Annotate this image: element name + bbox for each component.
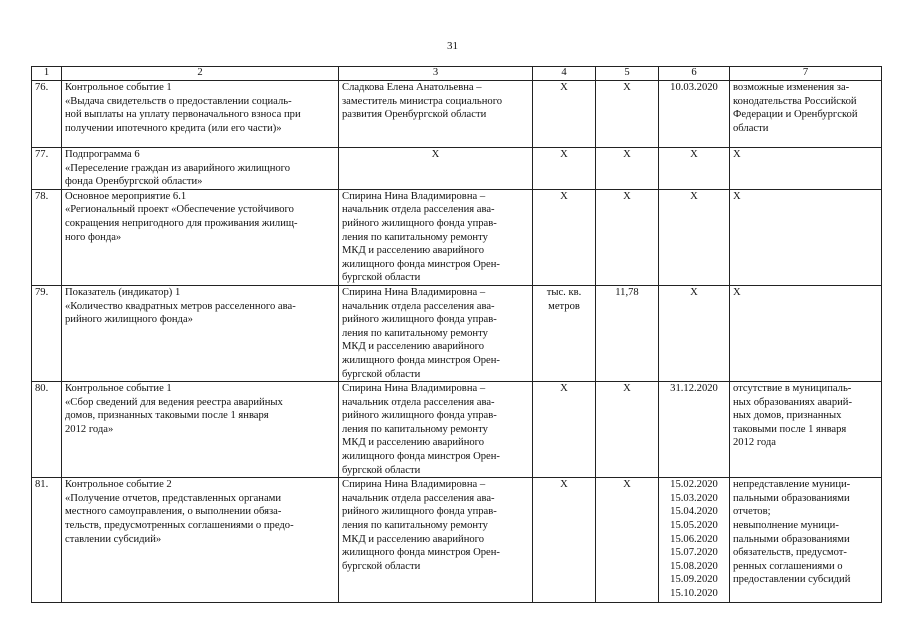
cell-line: фонда Оренбургской области»	[65, 176, 203, 188]
cell-line: начальник отдела расселения ава-	[342, 300, 495, 312]
column-number: 6	[659, 67, 730, 81]
cell-line: ления по капитальному ремонту	[342, 231, 488, 243]
cell-text: 80.	[35, 383, 49, 395]
cell-line: ной выплаты на уплату первоначального взноса при	[65, 109, 301, 121]
cell-line: предоставлении субсидий	[733, 574, 851, 586]
cell-line: жилищного фонда минстроя Орен-	[342, 354, 500, 366]
event-name-cell	[62, 285, 339, 381]
cell-line: МКД и расселению аварийного	[342, 341, 485, 353]
date-cell	[659, 148, 730, 190]
unit-cell	[533, 148, 596, 190]
cell-line: невыполнение муници-	[733, 520, 839, 532]
cell-line: Сладкова Елена Анатольевна –	[342, 82, 482, 93]
note-cell	[730, 478, 882, 603]
cell-text: 77.	[35, 149, 49, 160]
cell-line: Х	[690, 190, 698, 202]
note-cell	[730, 148, 882, 190]
table-row	[32, 148, 882, 190]
cell-line: бургской области	[342, 464, 421, 476]
cell-text: Х	[623, 479, 631, 491]
cell-line: 31.12.2020	[670, 383, 718, 395]
unit-cell	[533, 478, 596, 603]
column-number-row	[32, 67, 882, 81]
cell-text: Х	[560, 190, 568, 202]
cell-line: ных домов, признанных	[733, 410, 842, 422]
cell-line: начальник отдела расселения ава-	[342, 396, 495, 408]
cell-text: Х	[623, 383, 631, 395]
cell-line: 15.02.2020	[670, 479, 718, 491]
cell-line: Х	[690, 286, 698, 298]
cell-line: бургской области	[342, 272, 421, 284]
cell-line: рийного жилищного фонда управ-	[342, 410, 497, 422]
cell-text: 76.	[35, 82, 49, 93]
cell-line: Подпрограмма 6	[65, 149, 140, 160]
responsible-cell	[339, 81, 533, 148]
note-cell	[730, 81, 882, 148]
cell-line: Показатель (индикатор) 1	[65, 286, 181, 298]
unit-cell	[533, 382, 596, 478]
table-row	[32, 382, 882, 478]
date-cell	[659, 382, 730, 478]
cell-line: обязательств, предусмот-	[733, 547, 847, 559]
cell-line: местного самоуправления, о выполнении обяза-	[65, 506, 282, 518]
cell-line: жилищного фонда минстроя Орен-	[342, 451, 500, 463]
cell-line: 15.04.2020	[670, 506, 718, 518]
cell-text: 11,78	[615, 286, 639, 298]
cell-line: Спирина Нина Владимировна –	[342, 286, 486, 298]
value-cell	[596, 478, 659, 603]
responsible-cell	[339, 285, 533, 381]
cell-line: тельств, предусмотренных соглашениями о предо-	[65, 520, 294, 532]
value-cell	[596, 148, 659, 190]
cell-line: ных образованиях аварий-	[733, 396, 852, 408]
event-name-cell	[62, 81, 339, 148]
date-cell	[659, 478, 730, 603]
cell-line: 2012 года»	[65, 423, 114, 435]
cell-line: Федерации и Оренбургской	[733, 109, 858, 121]
cell-line: конодательства Российской	[733, 95, 857, 107]
event-name-cell	[62, 382, 339, 478]
cell-line: заместитель министра социального	[342, 95, 503, 107]
cell-line: отчетов;	[733, 506, 771, 518]
unit-cell	[533, 285, 596, 381]
cell-line: возможные изменения за-	[733, 82, 850, 93]
cell-line: «Количество квадратных метров расселенного ава-	[65, 300, 296, 312]
cell-line: 15.09.2020	[670, 574, 718, 586]
cell-text: Х	[560, 383, 568, 395]
date-cell	[659, 285, 730, 381]
cell-line: ренных соглашениями о	[733, 560, 843, 572]
plan-table	[31, 66, 882, 603]
event-name-cell	[62, 148, 339, 190]
cell-line: 15.10.2020	[670, 588, 718, 599]
cell-line: жилищного фонда минстроя Орен-	[342, 547, 500, 559]
cell-line: «Сбор сведений для ведения реестра аварийных	[65, 396, 283, 408]
cell-line: области	[733, 122, 769, 134]
cell-line: МКД и расселению аварийного	[342, 245, 485, 257]
cell-line: начальник отдела расселения ава-	[342, 204, 495, 216]
cell-text: Х	[623, 190, 631, 202]
cell-line: ного фонда»	[65, 231, 122, 243]
note-cell	[730, 285, 882, 381]
cell-line: начальник отдела расселения ава-	[342, 492, 495, 504]
cell-line: отсутствие в муниципаль-	[733, 383, 852, 395]
responsible-cell	[339, 382, 533, 478]
cell-line: 15.06.2020	[670, 533, 718, 545]
cell-line: ления по капитальному ремонту	[342, 520, 488, 532]
value-cell	[596, 285, 659, 381]
cell-line: 10.03.2020	[670, 82, 718, 93]
cell-line: Контрольное событие 2	[65, 479, 172, 491]
note-cell	[730, 382, 882, 478]
cell-text: Х	[560, 82, 568, 93]
cell-line: 15.07.2020	[670, 547, 718, 559]
cell-line: непредставление муници-	[733, 479, 851, 491]
cell-line: 2012 года	[733, 437, 777, 449]
note-cell	[730, 189, 882, 285]
column-number: 4	[533, 67, 596, 81]
column-number: 3	[339, 67, 533, 81]
table-row	[32, 478, 882, 603]
cell-line: 15.08.2020	[670, 560, 718, 572]
cell-line: ления по капитальному ремонту	[342, 327, 488, 339]
cell-line: Х	[733, 149, 741, 160]
cell-text: Х	[560, 479, 568, 491]
cell-line: Основное мероприятие 6.1	[65, 190, 187, 202]
cell-line: бургской области	[342, 560, 421, 572]
cell-line: рийного жилищного фонда управ-	[342, 506, 497, 518]
table-row	[32, 285, 882, 381]
responsible-cell	[339, 478, 533, 603]
cell-text: 79.	[35, 286, 49, 298]
cell-text: 78.	[35, 190, 49, 202]
cell-line: рийного жилищного фонда управ-	[342, 314, 497, 326]
cell-line: развития Оренбургской области	[342, 109, 487, 121]
row-number	[32, 81, 62, 148]
column-number: 5	[596, 67, 659, 81]
cell-line: Спирина Нина Владимировна –	[342, 383, 486, 395]
cell-line: жилищного фонда минстроя Орен-	[342, 258, 500, 270]
cell-line: Спирина Нина Владимировна –	[342, 190, 486, 202]
cell-line: Х	[733, 190, 741, 202]
table-row	[32, 189, 882, 285]
row-number	[32, 148, 62, 190]
cell-line: Х	[690, 149, 698, 160]
table-row	[32, 81, 882, 148]
cell-line: «Переселение граждан из аварийного жилищного	[65, 162, 291, 174]
unit-cell	[533, 189, 596, 285]
responsible-cell	[339, 148, 533, 190]
cell-line: Х	[431, 149, 440, 160]
row-number	[32, 382, 62, 478]
cell-line: бургской области	[342, 368, 421, 380]
cell-line: Контрольное событие 1	[65, 82, 172, 93]
date-cell	[659, 81, 730, 148]
cell-text: тыс. кв. метров	[546, 286, 582, 312]
value-cell	[596, 189, 659, 285]
event-name-cell	[62, 189, 339, 285]
column-number: 2	[62, 67, 339, 81]
cell-line: ставлении субсидий»	[65, 533, 162, 545]
page-number: 31	[447, 40, 458, 52]
cell-line: 15.05.2020	[670, 520, 718, 532]
cell-line: Х	[733, 286, 741, 298]
cell-line: таковыми после 1 января	[733, 423, 847, 435]
cell-line: Контрольное событие 1	[65, 383, 172, 395]
cell-line: «Получение отчетов, представленных органами	[65, 492, 282, 504]
cell-text: Х	[623, 149, 631, 160]
cell-line: 15.03.2020	[670, 492, 718, 504]
cell-line: домов, признанных таковыми после 1 января	[65, 410, 269, 422]
event-name-cell	[62, 478, 339, 603]
responsible-cell	[339, 189, 533, 285]
date-cell	[659, 189, 730, 285]
row-number	[32, 189, 62, 285]
cell-line: рийного жилищного фонда управ-	[342, 217, 497, 229]
column-number: 7	[730, 67, 882, 81]
value-cell	[596, 382, 659, 478]
row-number	[32, 285, 62, 381]
cell-line: пальными образованиями	[733, 533, 850, 545]
cell-line: «Региональный проект «Обеспечение устойчивого	[65, 204, 294, 216]
cell-text: Х	[560, 149, 568, 160]
cell-line: Спирина Нина Владимировна –	[342, 479, 486, 491]
cell-line: сокращения непригодного для проживания жилищ-	[65, 217, 298, 229]
cell-text: 81.	[35, 479, 49, 491]
column-number: 1	[32, 67, 62, 81]
cell-line: «Выдача свидетельств о предоставлении социаль-	[65, 95, 292, 107]
cell-line: ления по капитальному ремонту	[342, 423, 488, 435]
value-cell	[596, 81, 659, 148]
cell-line: получении ипотечного кредита (или его части)»	[65, 122, 282, 134]
cell-text: Х	[623, 82, 631, 93]
cell-line: пальными образованиями	[733, 492, 850, 504]
unit-cell	[533, 81, 596, 148]
cell-line: МКД и расселению аварийного	[342, 437, 485, 449]
row-number	[32, 478, 62, 603]
cell-line: МКД и расселению аварийного	[342, 533, 485, 545]
cell-line: рийного жилищного фонда»	[65, 314, 193, 326]
